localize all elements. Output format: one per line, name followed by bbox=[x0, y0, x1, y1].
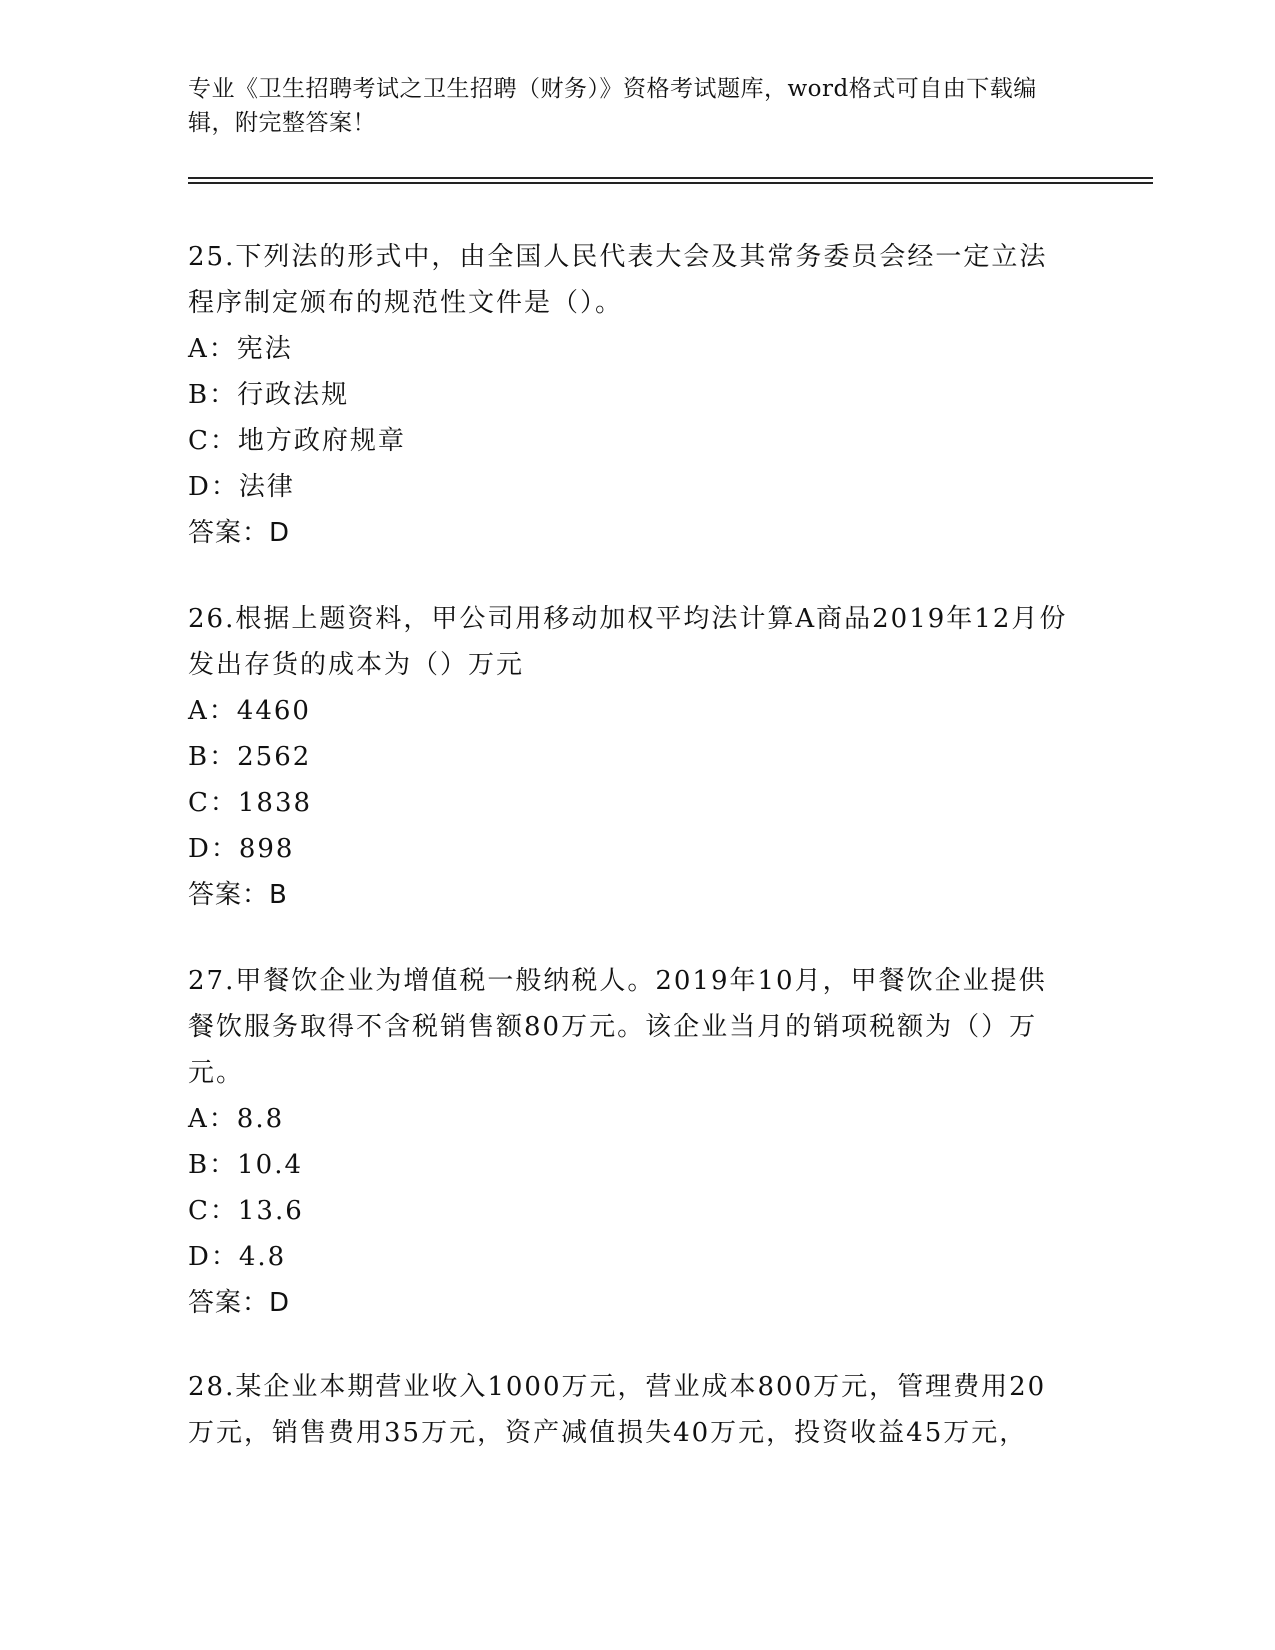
option-d: D：898 bbox=[188, 834, 295, 864]
question-stem: 27.甲餐饮企业为增值税一般纳税人。2019年10月，甲餐饮企业提供餐饮服务取得不含税销售额80万元。该企业当月的销项税额为（）万元。 bbox=[188, 966, 1047, 1088]
option-a: A：4460 bbox=[188, 696, 311, 726]
option-b: B：10.4 bbox=[188, 1150, 303, 1180]
option-a: A：8.8 bbox=[188, 1104, 285, 1134]
header-divider-bottom bbox=[188, 182, 1153, 184]
answer-text: 答案：D bbox=[188, 1288, 291, 1318]
option-c: C：地方政府规章 bbox=[188, 426, 406, 456]
answer-text: 答案：B bbox=[188, 880, 288, 910]
question-stem: 28.某企业本期营业收入1000万元，营业成本800万元，管理费用20万元，销售费用35万元，资产减值损失40万元，投资收益45万元， bbox=[188, 1372, 1047, 1448]
question-stem: 25.下列法的形式中，由全国人民代表大会及其常务委员会经一定立法程序制定颁布的规范性文件是（）。 bbox=[188, 242, 1048, 318]
option-b: B：行政法规 bbox=[188, 380, 350, 410]
question-stem: 26.根据上题资料，甲公司用移动加权平均法计算A商品2019年12月份发出存货的成本为（）万元 bbox=[188, 604, 1068, 680]
option-a: A：宪法 bbox=[188, 334, 293, 364]
answer-text: 答案：D bbox=[188, 518, 291, 548]
option-c: C：13.6 bbox=[188, 1196, 304, 1226]
option-b: B：2562 bbox=[188, 742, 312, 772]
option-c: C：1838 bbox=[188, 788, 313, 818]
document-header: 专业《卫生招聘考试之卫生招聘（财务）》资格考试题库，word格式可自由下载编辑，附完整答案！ bbox=[188, 76, 1037, 136]
question-27 bbox=[188, 958, 1068, 1326]
question-28 bbox=[188, 1364, 1068, 1456]
question-26 bbox=[188, 596, 1068, 918]
option-d: D：法律 bbox=[188, 472, 295, 502]
header-divider-top bbox=[188, 177, 1153, 179]
option-d: D：4.8 bbox=[188, 1242, 287, 1272]
question-25 bbox=[188, 234, 1068, 556]
